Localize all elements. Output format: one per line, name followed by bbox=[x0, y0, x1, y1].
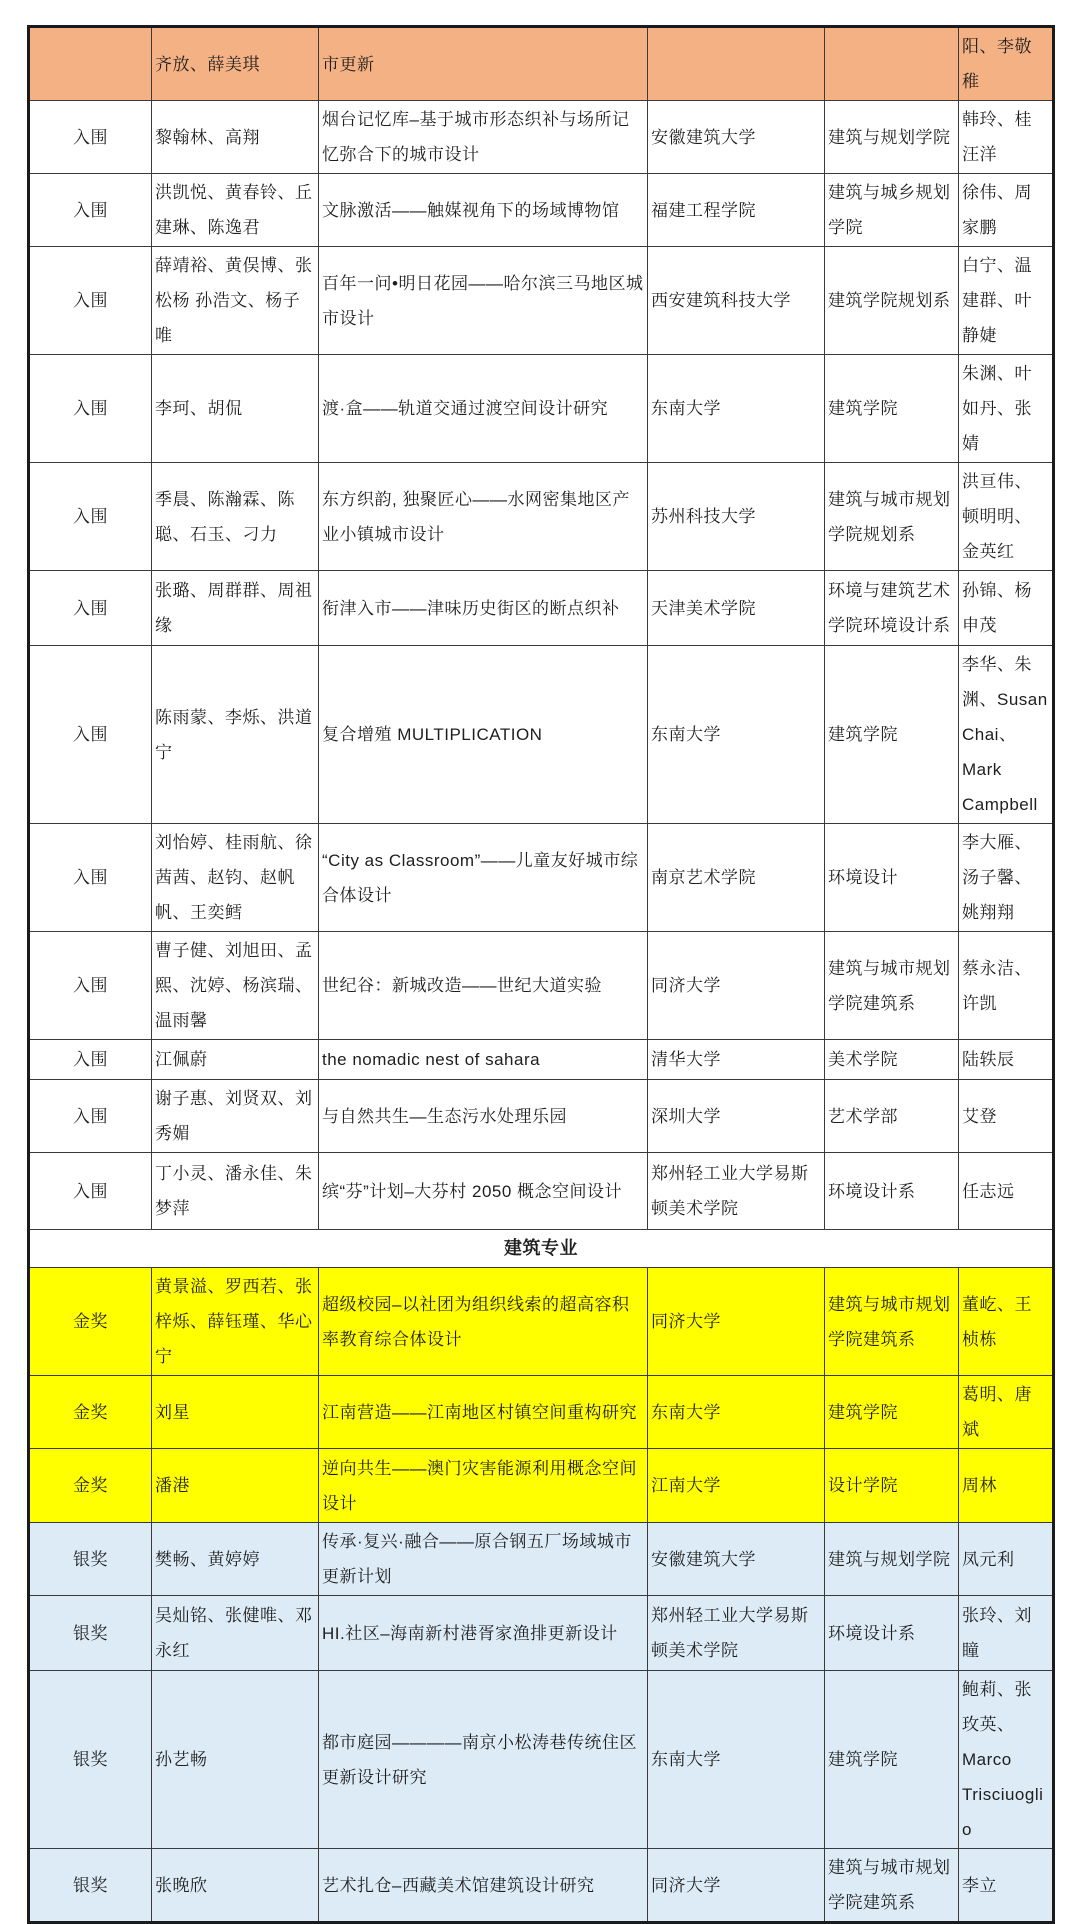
award-cell: 金奖 bbox=[29, 1376, 152, 1449]
table-row bbox=[29, 1040, 1054, 1080]
university-cell: 东南大学 bbox=[648, 646, 825, 824]
advisors-cell: 凤元利 bbox=[959, 1523, 1054, 1596]
students-cell: 谢子惠、刘贤双、刘秀媚 bbox=[152, 1080, 319, 1153]
department-cell: 建筑与城市规划学院建筑系 bbox=[825, 1268, 959, 1376]
table-row bbox=[29, 101, 1054, 174]
advisors-cell: 周林 bbox=[959, 1449, 1054, 1523]
award-cell: 银奖 bbox=[29, 1849, 152, 1923]
table-row bbox=[29, 463, 1054, 571]
university-cell: 安徽建筑大学 bbox=[648, 1523, 825, 1596]
award-cell: 入围 bbox=[29, 1040, 152, 1080]
awards-sheet bbox=[27, 25, 1055, 1924]
students-cell: 李珂、胡侃 bbox=[152, 355, 319, 463]
table-row bbox=[29, 355, 1054, 463]
university-cell: 天津美术学院 bbox=[648, 571, 825, 646]
section-divider-row bbox=[29, 1230, 1054, 1268]
award-cell: 入围 bbox=[29, 463, 152, 571]
award-cell: 入围 bbox=[29, 101, 152, 174]
project-title-cell: 世纪谷：新城改造——世纪大道实验 bbox=[319, 932, 648, 1040]
department-cell: 建筑与规划学院 bbox=[825, 101, 959, 174]
project-title-cell: the nomadic nest of sahara bbox=[319, 1040, 648, 1080]
students-cell: 吴灿铭、张健唯、邓永红 bbox=[152, 1596, 319, 1671]
table-row bbox=[29, 1153, 1054, 1230]
project-title-cell: 衔津入市——津味历史街区的断点织补 bbox=[319, 571, 648, 646]
advisors-cell: 艾登 bbox=[959, 1080, 1054, 1153]
award-cell: 入围 bbox=[29, 571, 152, 646]
table-row bbox=[29, 1523, 1054, 1596]
project-title-cell: 烟台记忆库–基于城市形态织补与场所记忆弥合下的城市设计 bbox=[319, 101, 648, 174]
department-cell: 艺术学部 bbox=[825, 1080, 959, 1153]
students-cell: 陈雨蒙、李烁、洪道宁 bbox=[152, 646, 319, 824]
department-cell: 建筑与城市规划学院规划系 bbox=[825, 463, 959, 571]
advisors-cell: 阳、李敬稚 bbox=[959, 27, 1054, 101]
students-cell: 薛靖裕、黄俣博、张松杨 孙浩文、杨子唯 bbox=[152, 247, 319, 355]
advisors-cell: 朱渊、叶如丹、张婧 bbox=[959, 355, 1054, 463]
students-cell: 张晚欣 bbox=[152, 1849, 319, 1923]
project-title-cell: 超级校园–以社团为组织线索的超高容积率教育综合体设计 bbox=[319, 1268, 648, 1376]
students-cell: 齐放、薛美琪 bbox=[152, 27, 319, 101]
university-cell: 同济大学 bbox=[648, 1268, 825, 1376]
project-title-cell: 文脉激活——触媒视角下的场域博物馆 bbox=[319, 174, 648, 247]
project-title-cell: 都市庭园————南京小松涛巷传统住区更新设计研究 bbox=[319, 1671, 648, 1849]
awards-table bbox=[27, 25, 1055, 1924]
award-cell: 入围 bbox=[29, 824, 152, 932]
university-cell: 福建工程学院 bbox=[648, 174, 825, 247]
department-cell: 建筑学院 bbox=[825, 1671, 959, 1849]
department-cell bbox=[825, 27, 959, 101]
university-cell: 清华大学 bbox=[648, 1040, 825, 1080]
department-cell: 建筑学院规划系 bbox=[825, 247, 959, 355]
students-cell: 洪凯悦、黄春铃、丘建琳、陈逸君 bbox=[152, 174, 319, 247]
advisors-cell: 徐伟、周家鹏 bbox=[959, 174, 1054, 247]
university-cell: 东南大学 bbox=[648, 1376, 825, 1449]
students-cell: 江佩蔚 bbox=[152, 1040, 319, 1080]
department-cell: 建筑与城市规划学院建筑系 bbox=[825, 932, 959, 1040]
students-cell: 黄景溢、罗西若、张梓烁、薛钰瑾、华心宁 bbox=[152, 1268, 319, 1376]
advisors-cell: 张玲、刘瞳 bbox=[959, 1596, 1054, 1671]
students-cell: 张璐、周群群、周祖缘 bbox=[152, 571, 319, 646]
award-cell: 入围 bbox=[29, 1080, 152, 1153]
section-header: 建筑专业 bbox=[29, 1230, 1054, 1268]
department-cell: 环境设计系 bbox=[825, 1596, 959, 1671]
advisors-cell: 葛明、唐斌 bbox=[959, 1376, 1054, 1449]
award-cell: 银奖 bbox=[29, 1671, 152, 1849]
university-cell: 东南大学 bbox=[648, 355, 825, 463]
students-cell: 孙艺畅 bbox=[152, 1671, 319, 1849]
department-cell: 建筑学院 bbox=[825, 1376, 959, 1449]
department-cell: 美术学院 bbox=[825, 1040, 959, 1080]
advisors-cell: 鲍莉、张玫英、Marco Trisciuoglio bbox=[959, 1671, 1054, 1849]
table-row bbox=[29, 646, 1054, 824]
project-title-cell: HI.社区–海南新村港胥家渔排更新设计 bbox=[319, 1596, 648, 1671]
university-cell: 深圳大学 bbox=[648, 1080, 825, 1153]
project-title-cell: 逆向共生——澳门灾害能源利用概念空间设计 bbox=[319, 1449, 648, 1523]
project-title-cell: 复合增殖 MULTIPLICATION bbox=[319, 646, 648, 824]
award-cell: 入围 bbox=[29, 646, 152, 824]
table-row bbox=[29, 1449, 1054, 1523]
department-cell: 环境与建筑艺术学院环境设计系 bbox=[825, 571, 959, 646]
advisors-cell: 白宁、温建群、叶静婕 bbox=[959, 247, 1054, 355]
project-title-cell: 传承·复兴·融合——原合钢五厂场域城市更新计划 bbox=[319, 1523, 648, 1596]
university-cell: 安徽建筑大学 bbox=[648, 101, 825, 174]
project-title-cell: 东方织韵, 独聚匠心——水网密集地区产业小镇城市设计 bbox=[319, 463, 648, 571]
award-cell: 入围 bbox=[29, 1153, 152, 1230]
university-cell: 苏州科技大学 bbox=[648, 463, 825, 571]
university-cell: 郑州轻工业大学易斯顿美术学院 bbox=[648, 1596, 825, 1671]
advisors-cell: 李华、朱渊、Susan Chai、Mark Campbell bbox=[959, 646, 1054, 824]
advisors-cell: 韩玲、桂汪洋 bbox=[959, 101, 1054, 174]
advisors-cell: 李立 bbox=[959, 1849, 1054, 1923]
university-cell: 西安建筑科技大学 bbox=[648, 247, 825, 355]
table-row bbox=[29, 247, 1054, 355]
table-row bbox=[29, 824, 1054, 932]
award-cell: 金奖 bbox=[29, 1268, 152, 1376]
students-cell: 潘港 bbox=[152, 1449, 319, 1523]
students-cell: 刘星 bbox=[152, 1376, 319, 1449]
university-cell: 南京艺术学院 bbox=[648, 824, 825, 932]
advisors-cell: 蔡永洁、许凯 bbox=[959, 932, 1054, 1040]
department-cell: 建筑与规划学院 bbox=[825, 1523, 959, 1596]
award-cell: 入围 bbox=[29, 932, 152, 1040]
table-row bbox=[29, 1671, 1054, 1849]
project-title-cell: 艺术扎仓–西藏美术馆建筑设计研究 bbox=[319, 1849, 648, 1923]
university-cell bbox=[648, 27, 825, 101]
project-title-cell: 渡·盒——轨道交通过渡空间设计研究 bbox=[319, 355, 648, 463]
university-cell: 同济大学 bbox=[648, 1849, 825, 1923]
table-row bbox=[29, 1849, 1054, 1923]
award-cell bbox=[29, 27, 152, 101]
project-title-cell: 江南营造——江南地区村镇空间重构研究 bbox=[319, 1376, 648, 1449]
table-row bbox=[29, 1080, 1054, 1153]
award-cell: 入围 bbox=[29, 247, 152, 355]
students-cell: 季晨、陈瀚霖、陈聪、石玉、刁力 bbox=[152, 463, 319, 571]
award-cell: 入围 bbox=[29, 174, 152, 247]
project-title-cell: 市更新 bbox=[319, 27, 648, 101]
table-row bbox=[29, 932, 1054, 1040]
advisors-cell: 陆轶辰 bbox=[959, 1040, 1054, 1080]
university-cell: 郑州轻工业大学易斯顿美术学院 bbox=[648, 1153, 825, 1230]
advisors-cell: 李大雁、汤子馨、姚翔翔 bbox=[959, 824, 1054, 932]
department-cell: 环境设计 bbox=[825, 824, 959, 932]
students-cell: 黎翰林、高翔 bbox=[152, 101, 319, 174]
advisors-cell: 任志远 bbox=[959, 1153, 1054, 1230]
department-cell: 设计学院 bbox=[825, 1449, 959, 1523]
award-cell: 银奖 bbox=[29, 1596, 152, 1671]
department-cell: 建筑学院 bbox=[825, 646, 959, 824]
students-cell: 曹子健、刘旭田、孟熙、沈婷、杨滨瑞、温雨馨 bbox=[152, 932, 319, 1040]
continuation-header-row bbox=[29, 27, 1054, 101]
table-row bbox=[29, 1376, 1054, 1449]
project-title-cell: 缤“芬”计划–大芬村 2050 概念空间设计 bbox=[319, 1153, 648, 1230]
advisors-cell: 董屹、王桢栋 bbox=[959, 1268, 1054, 1376]
award-cell: 金奖 bbox=[29, 1449, 152, 1523]
award-cell: 入围 bbox=[29, 355, 152, 463]
table-row bbox=[29, 1596, 1054, 1671]
project-title-cell: “City as Classroom”——儿童友好城市综合体设计 bbox=[319, 824, 648, 932]
table-row bbox=[29, 174, 1054, 247]
table-row bbox=[29, 1268, 1054, 1376]
award-cell: 银奖 bbox=[29, 1523, 152, 1596]
university-cell: 江南大学 bbox=[648, 1449, 825, 1523]
project-title-cell: 百年一问•明日花园——哈尔滨三马地区城市设计 bbox=[319, 247, 648, 355]
students-cell: 丁小灵、潘永佳、朱梦萍 bbox=[152, 1153, 319, 1230]
department-cell: 环境设计系 bbox=[825, 1153, 959, 1230]
department-cell: 建筑学院 bbox=[825, 355, 959, 463]
university-cell: 东南大学 bbox=[648, 1671, 825, 1849]
table-row bbox=[29, 571, 1054, 646]
advisors-cell: 洪亘伟、顿明明、金英红 bbox=[959, 463, 1054, 571]
students-cell: 刘怡婷、桂雨航、徐茜茜、赵钧、赵帆帆、王奕鳕 bbox=[152, 824, 319, 932]
advisors-cell: 孙锦、杨申茂 bbox=[959, 571, 1054, 646]
department-cell: 建筑与城市规划学院建筑系 bbox=[825, 1849, 959, 1923]
university-cell: 同济大学 bbox=[648, 932, 825, 1040]
students-cell: 樊畅、黄婷婷 bbox=[152, 1523, 319, 1596]
department-cell: 建筑与城乡规划学院 bbox=[825, 174, 959, 247]
project-title-cell: 与自然共生—生态污水处理乐园 bbox=[319, 1080, 648, 1153]
